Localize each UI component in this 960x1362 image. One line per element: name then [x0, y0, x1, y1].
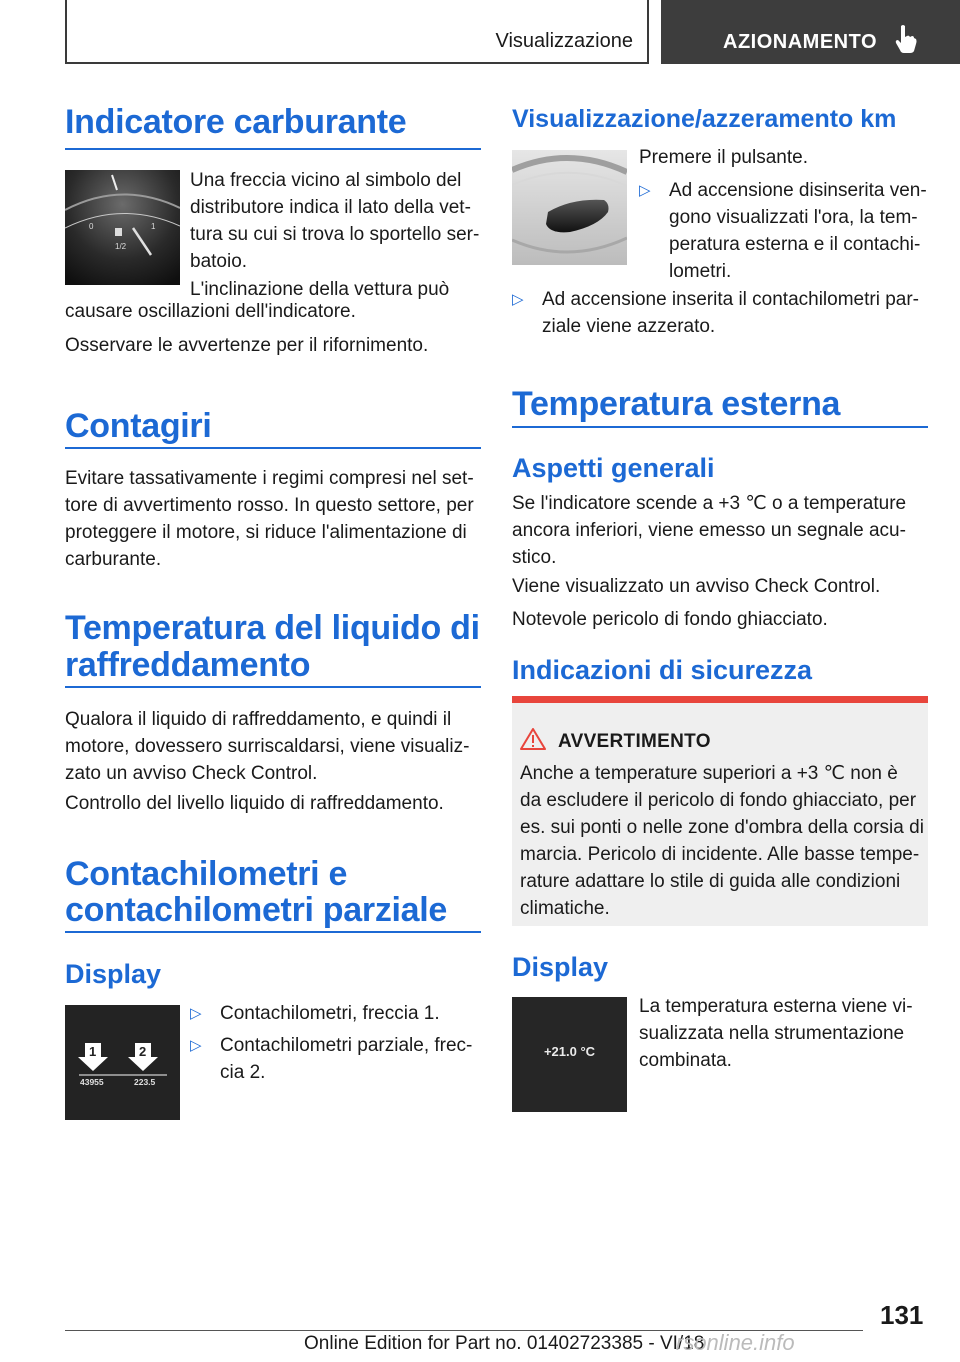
text-line: Una freccia vicino al simbolo del	[190, 170, 462, 191]
fuel-tilt-line2: causare oscillazioni dell'indicatore.	[65, 301, 356, 322]
odometer-heading-line2: contachilometri parziale	[65, 891, 448, 929]
text-line: zato un avviso Check Control.	[65, 763, 318, 784]
bullet-text: Contachilometri parziale, frec-	[220, 1035, 473, 1056]
text-line: tura su cui si trova lo sportello ser-	[190, 224, 480, 245]
safety-subheading: Indicazioni di sicurezza	[512, 655, 813, 685]
fuel-intro-paragraph	[190, 167, 482, 275]
bullet-text: Ad accensione disinserita ven-	[669, 180, 927, 201]
header-section-box	[65, 0, 649, 64]
text-line: motore, dovessero surriscaldarsi, viene visualiz-	[65, 736, 470, 757]
coolant-heading-line1: Temperatura del liquido di	[65, 609, 480, 647]
watermark: rsonline.info	[676, 1330, 795, 1355]
bullet-text: Ad accensione inserita il contachilometri par-	[542, 289, 920, 310]
chapter-label: AZIONAMENTO	[723, 31, 878, 53]
odometer-bullet-2	[190, 1032, 485, 1086]
trip-value: 223.5	[134, 1077, 156, 1087]
temperature-display-image	[512, 997, 627, 1112]
pointing-hand-icon	[895, 24, 917, 54]
text-line: sualizzata nella strumentazione	[639, 1023, 905, 1044]
heading-rule	[65, 148, 481, 150]
chapter-tab	[661, 0, 960, 64]
text-line: da escludere il pericolo di fondo ghiacciato, per	[520, 790, 917, 811]
footer-edition: Online Edition for Part no. 01402723385 - VI/18	[304, 1333, 705, 1354]
ice-danger-text: Notevole pericolo di fondo ghiacciato.	[512, 609, 828, 630]
text-line: es. sui ponti o nelle zone d'ombra della corsia di	[520, 817, 924, 838]
text-line: stico.	[512, 547, 557, 568]
text-line: Se l'indicatore scende a +3 ℃ o a temperature	[512, 493, 907, 514]
press-button-text: Premere il pulsante.	[639, 147, 808, 168]
text-line: rature adattare lo stile di guida alle condizioni	[520, 871, 901, 892]
coolant-level-note: Controllo del livello liquido di raffreddamento.	[65, 793, 444, 814]
text-line: climatiche.	[520, 898, 610, 919]
coolant-paragraph	[65, 706, 485, 787]
text-line: La temperatura esterna viene vi-	[639, 996, 913, 1017]
km-reset-heading: Visualizzazione/azzeramento km	[512, 105, 897, 133]
tachometer-paragraph	[65, 465, 485, 573]
heading-rule	[65, 931, 481, 933]
tachometer-heading: Contagiri	[65, 407, 212, 445]
arrow-number-1: 1	[89, 1044, 97, 1059]
gauge-label-empty: 0	[89, 222, 94, 231]
odometer-value: 43955	[80, 1077, 104, 1087]
warning-triangle-icon	[520, 727, 546, 751]
text-line: tore di avvertimento rosso. In questo settore, per	[65, 495, 474, 516]
general-paragraph	[512, 490, 932, 571]
coolant-heading-line2: raffreddamento	[65, 646, 311, 684]
check-control-text: Viene visualizzato un avviso Check Control.	[512, 576, 881, 597]
text-line: marcia. Pericolo di incidente. Alle basse tempe-	[520, 844, 920, 865]
fuel-gauge-image	[65, 170, 180, 285]
text-line: Qualora il liquido di raffreddamento, e quindi il	[65, 709, 452, 730]
reset-button-image	[512, 150, 627, 265]
text-line: ancora inferiori, viene emesso un segnale acu-	[512, 520, 906, 541]
bullet-text: lometri.	[669, 261, 732, 282]
bullet-triangle-icon: ▷	[639, 182, 651, 199]
fuel-tilt-line1: L'inclinazione della vettura può	[190, 279, 450, 300]
bullet-triangle-icon: ▷	[512, 291, 524, 308]
fuel-gauge-heading: Indicatore carburante	[65, 103, 407, 141]
temperature-display-value: +21.0 °C	[543, 1044, 596, 1059]
km-bullet-2	[512, 286, 932, 340]
bullet-text: Contachilometri, freccia 1.	[220, 1003, 440, 1024]
bullet-text: peratura esterna e il contachi-	[669, 234, 921, 255]
text-line: proteggere il motore, si riduce l'alimentazione di	[65, 522, 467, 543]
bullet-text: ziale viene azzerato.	[542, 316, 716, 337]
gauge-label-full: 1	[151, 222, 156, 231]
bullet-text: gono visualizzati l'ora, la tem-	[669, 207, 918, 228]
arrow-number-2: 2	[139, 1044, 147, 1059]
temperature-display-paragraph	[639, 993, 929, 1074]
text-line: combinata.	[639, 1050, 732, 1071]
odometer-display-subheading: Display	[65, 959, 162, 989]
temperature-display-subheading: Display	[512, 952, 609, 982]
odometer-heading-line1: Contachilometri e	[65, 855, 348, 893]
bullet-triangle-icon: ▷	[190, 1037, 202, 1054]
page-number: 131	[880, 1300, 924, 1330]
section-title: Visualizzazione	[495, 30, 633, 52]
heading-rule	[65, 447, 481, 449]
outside-temperature-heading: Temperatura esterna	[512, 385, 841, 423]
warning-title: AVVERTIMENTO	[558, 731, 711, 752]
general-subheading: Aspetti generali	[512, 453, 715, 483]
odometer-bullet-1	[190, 1000, 485, 1027]
heading-rule	[512, 426, 928, 428]
text-line: distributore indica il lato della vet-	[190, 197, 471, 218]
bullet-triangle-icon: ▷	[190, 1005, 202, 1022]
text-line: carburante.	[65, 549, 162, 570]
warning-text	[520, 760, 924, 922]
fuel-refuel-note: Osservare le avvertenze per il rifornimento.	[65, 335, 429, 356]
km-bullet-1	[639, 177, 931, 285]
text-line: Anche a temperature superiori a +3 ℃ non è	[520, 763, 898, 784]
warning-box	[512, 696, 928, 926]
text-line: batoio.	[190, 251, 248, 272]
odometer-display-image	[65, 1005, 180, 1120]
text-line: Evitare tassativamente i regimi compresi nel set-	[65, 468, 474, 489]
heading-rule	[65, 686, 481, 688]
bullet-text: cia 2.	[220, 1062, 266, 1083]
gauge-label-half: 1/2	[115, 242, 127, 251]
